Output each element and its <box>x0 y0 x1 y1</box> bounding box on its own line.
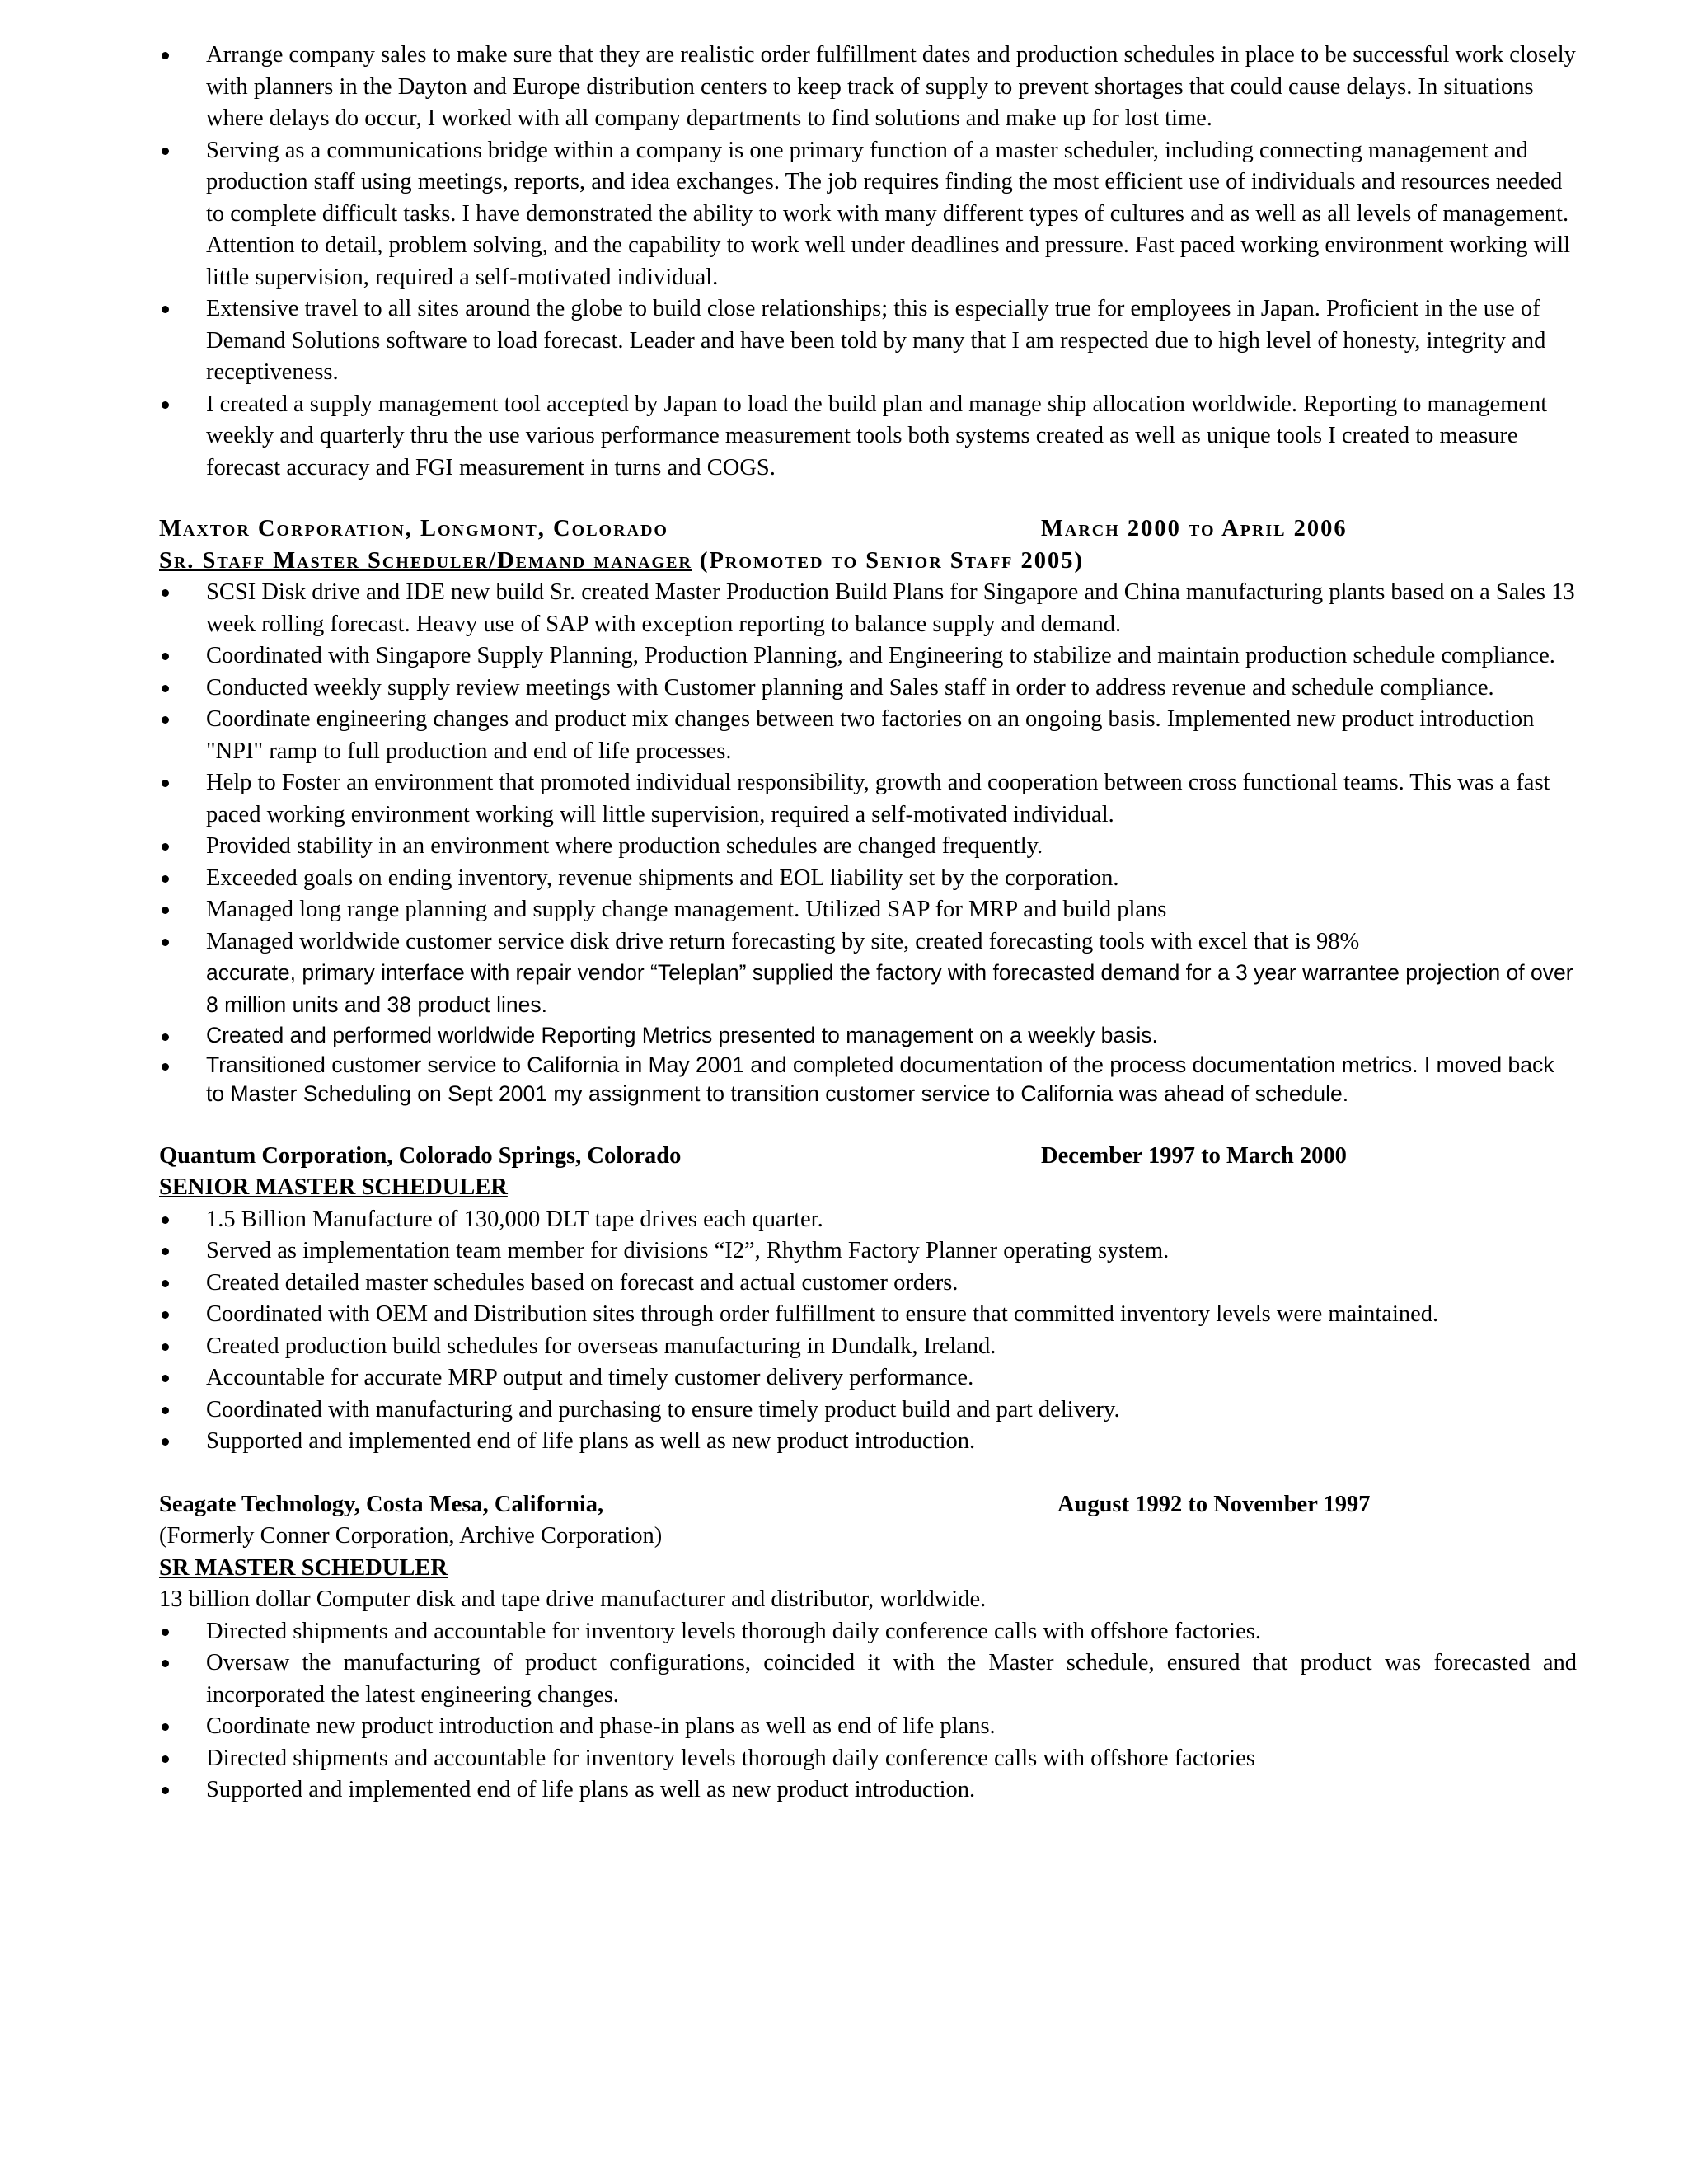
bullet-icon <box>162 1629 169 1636</box>
list-item: Arrange company sales to make sure that they are realistic order fulfillment dates and production schedules in place to be successful work closely with planners in the Dayton and Europe distribution centers to keep track of supply to prevent shortages that could cause delays. In situations where delays do occur, I worked with all company departments to find solutions and make up for lost time. <box>159 40 1577 135</box>
bullet-icon <box>162 1438 169 1446</box>
bullet-icon <box>162 306 169 313</box>
company-summary: 13 billion dollar Computer disk and tape drive manufacturer and distributor, worldwide. <box>159 1586 987 1612</box>
bullet-icon <box>162 653 169 660</box>
list-item: Directed shipments and accountable for inventory levels thorough daily conference calls with offshore factories. <box>159 1616 1577 1648</box>
bullet-icon <box>162 939 169 946</box>
list-item: Supported and implemented end of life plans as well as new product introduction. <box>159 1774 1577 1807</box>
company-name: Seagate Technology, Costa Mesa, California, <box>159 1491 604 1517</box>
list-item: I created a supply management tool accepted by Japan to load the build plan and manage ship allocation worldwide. Reporting to management weekly and quarterly thru the use various performance measurement tools both systems created as well as unique tools I created to measure forecast accuracy and FGI measurement in turns and COGS. <box>159 389 1577 485</box>
list-item: Coordinated with OEM and Distribution sites through order fulfillment to ensure that committed inventory levels were maintained. <box>159 1299 1577 1331</box>
job-promotion: (Promoted to Senior Staff 2005) <box>692 547 1084 574</box>
bullet-icon <box>162 1216 169 1224</box>
list-item: 1.5 Billion Manufacture of 130,000 DLT tape drives each quarter. <box>159 1204 1577 1236</box>
bullet-icon <box>162 1787 169 1794</box>
list-item: Help to Foster an environment that promoted individual responsibility, growth and cooperation between cross functional teams. This was a fast paced working environment working will little supervision, required a self-motivated individual. <box>159 767 1577 831</box>
bullet-icon <box>162 780 169 787</box>
job-title: Sr. Staff Master Scheduler/Demand manager <box>159 547 692 574</box>
bullet-icon <box>162 716 169 724</box>
bullet-icon <box>162 148 169 155</box>
job-title: SR MASTER SCHEDULER <box>159 1554 448 1581</box>
bullet-icon <box>162 685 169 692</box>
bullet-icon <box>162 875 169 883</box>
job-maxtor <box>159 513 1577 1109</box>
list-item: Coordinate new product introduction and phase-in plans as well as end of life plans. <box>159 1711 1577 1743</box>
bullet-icon <box>162 1063 169 1071</box>
bullet-icon <box>162 1311 169 1319</box>
job-bullet-list <box>159 1616 1577 1807</box>
bullet-icon <box>162 1375 169 1382</box>
bullet-icon <box>162 907 169 914</box>
job-dates: December 1997 to March 2000 <box>1041 1142 1347 1169</box>
list-item: Conducted weekly supply review meetings with Customer planning and Sales staff in order to address revenue and schedule compliance. <box>159 673 1577 705</box>
list-item: Serving as a communications bridge within a company is one primary function of a master scheduler, including connecting management and production staff using meetings, reports, and idea exchanges. The job requires finding the most efficient use of individuals and resources needed to complete difficult tasks. I have demonstrated the ability to work with many different types of cultures and as well as all levels of management. Attention to detail, problem solving, and the capability to work well under deadlines and pressure. Fast paced working environment working will little supervision, required a self-motivated individual. <box>159 135 1577 294</box>
job-header <box>159 1141 1577 1173</box>
job-seagate <box>159 1489 1577 1807</box>
bullet-icon <box>162 1755 169 1763</box>
list-item: Transitioned customer service to California in May 2001 and completed documentation of the process documentation metrics. I moved back to Master Scheduling on Sept 2001 my assignment to transition customer service to California was ahead of schedule. <box>159 1051 1577 1109</box>
job-dates: March 2000 to April 2006 <box>1041 516 1348 541</box>
bullet-icon <box>162 1280 169 1287</box>
job-header <box>159 1489 1577 1521</box>
list-item: Coordinated with Singapore Supply Planning, Production Planning, and Engineering to stabilize and maintain production schedule compliance. <box>159 640 1577 673</box>
bullet-icon <box>162 1660 169 1667</box>
list-item: Supported and implemented end of life plans as well as new product introduction. <box>159 1426 1577 1458</box>
list-item: Served as implementation team member for divisions “I2”, Rhythm Factory Planner operating system. <box>159 1235 1577 1268</box>
bullet-icon <box>162 1343 169 1351</box>
list-item: Coordinated with manufacturing and purchasing to ensure timely product build and part delivery. <box>159 1394 1577 1427</box>
list-item: Extensive travel to all sites around the globe to build close relationships; this is especially true for employees in Japan. Proficient in the use of Demand Solutions software to load forecast. Leader and have been told by many that I am respected due to high level of honesty, integrity and receptiveness. <box>159 293 1577 389</box>
bullet-icon <box>162 401 169 409</box>
list-item: Exceeded goals on ending inventory, revenue shipments and EOL liability set by the corporation. <box>159 863 1577 895</box>
list-item: Oversaw the manufacturing of product configurations, coincided it with the Master schedule, ensured that product was forecasted and incorporated the latest engineering changes. <box>159 1647 1577 1711</box>
list-item: Directed shipments and accountable for inventory levels thorough daily conference calls with offshore factories <box>159 1743 1577 1775</box>
bullet-icon <box>162 52 169 59</box>
job-title-line <box>159 546 1577 578</box>
company-name: Maxtor Corporation, Longmont, Colorado <box>159 516 668 541</box>
list-item: Managed long range planning and supply change management. Utilized SAP for MRP and build plans <box>159 894 1577 926</box>
list-item: Created production build schedules for overseas manufacturing in Dundalk, Ireland. <box>159 1331 1577 1363</box>
job-header <box>159 513 1577 546</box>
former-names: (Formerly Conner Corporation, Archive Corporation) <box>159 1523 663 1549</box>
job-quantum <box>159 1141 1577 1458</box>
list-item: SCSI Disk drive and IDE new build Sr. created Master Production Build Plans for Singapore and China manufacturing plants based on a Sales 13 week rolling forecast. Heavy use of SAP with exception reporting to balance supply and demand. <box>159 577 1577 640</box>
bullet-icon <box>162 589 169 597</box>
job-bullet-list <box>159 1204 1577 1458</box>
list-item: Accountable for accurate MRP output and timely customer delivery performance. <box>159 1362 1577 1394</box>
bullet-icon <box>162 1723 169 1731</box>
bullet-icon <box>162 843 169 851</box>
bullet-icon <box>162 1407 169 1414</box>
bullet-icon <box>162 1033 169 1041</box>
list-item: Coordinate engineering changes and product mix changes between two factories on an ongoing basis. Implemented new product introduction "NPI" ramp to full production and end of life processes. <box>159 704 1577 767</box>
intro-bullet-list <box>159 40 1577 484</box>
job-dates: August 1992 to November 1997 <box>1057 1491 1371 1517</box>
bullet-icon <box>162 1248 169 1255</box>
list-item: Created detailed master schedules based on forecast and actual customer orders. <box>159 1268 1577 1300</box>
job-title: SENIOR MASTER SCHEDULER <box>159 1174 508 1200</box>
list-item: Provided stability in an environment where production schedules are changed frequently. <box>159 831 1577 863</box>
list-item: Created and performed worldwide Reporting Metrics presented to management on a weekly basis. <box>159 1021 1577 1051</box>
job-bullet-list <box>159 577 1577 1109</box>
company-name: Quantum Corporation, Colorado Springs, Colorado <box>159 1142 682 1169</box>
list-item: Managed worldwide customer service disk drive return forecasting by site, created forecasting tools with excel that is 98% accurate, primary interface with repair vendor “Teleplan” supplied the factory with forecasted demand for a 3 year warrantee projection of over 8 million units and 38 product lines. <box>159 926 1577 1022</box>
